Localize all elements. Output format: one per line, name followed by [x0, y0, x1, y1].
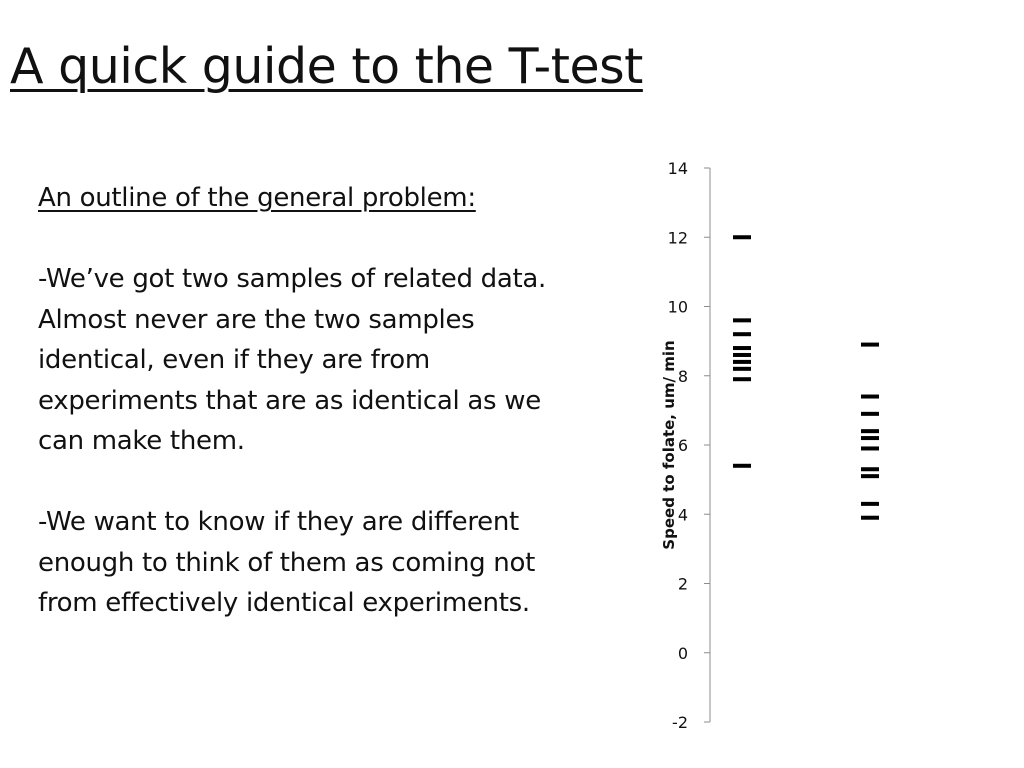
data-point-series-1: [733, 464, 751, 468]
y-tick-label: 14: [667, 159, 688, 178]
paragraph-2: -We want to know if they are different enough to think of them as coming not from effectively identical experiments.: [38, 507, 535, 618]
data-point-series-1: [733, 360, 751, 364]
y-tick-label: -2: [672, 713, 688, 732]
y-tick-label: 10: [667, 297, 688, 317]
data-point-series-1: [733, 235, 751, 239]
y-tick-label: 8: [677, 366, 688, 386]
y-tick-label: 12: [667, 228, 688, 248]
data-point-series-1: [733, 377, 751, 381]
data-point-series-1: [733, 346, 751, 350]
data-marks: [733, 235, 879, 519]
data-point-series-2: [861, 436, 879, 440]
data-point-series-2: [861, 502, 879, 506]
slide-title: A quick guide to the T-test: [10, 38, 643, 95]
y-tick-label: 0: [677, 643, 688, 663]
y-tick-label: 2: [677, 574, 688, 594]
section-heading: An outline of the general problem:: [38, 183, 476, 213]
data-point-series-2: [861, 429, 879, 433]
data-point-series-2: [861, 474, 879, 478]
data-point-series-1: [733, 332, 751, 336]
y-tick-label: 6: [677, 436, 688, 455]
data-point-series-2: [861, 467, 879, 471]
data-point-series-2: [861, 412, 879, 416]
y-axis-label: Speed to folate, um/ min: [660, 340, 678, 550]
paragraph-1: -We’ve got two samples of related data. Almost never are the two samples identical, even if they are from experiments that are as identical as we can make them.: [38, 264, 546, 456]
data-point-series-1: [733, 353, 751, 357]
data-point-series-2: [861, 395, 879, 399]
data-point-series-2: [861, 446, 879, 450]
dot-plot-chart: [640, 150, 940, 740]
data-point-series-2: [861, 516, 879, 520]
data-point-series-1: [733, 367, 751, 371]
data-point-series-1: [733, 318, 751, 322]
y-axis: [704, 168, 710, 722]
body-text: [38, 178, 578, 624]
data-point-series-2: [861, 343, 879, 347]
y-tick-label: 4: [677, 505, 688, 525]
